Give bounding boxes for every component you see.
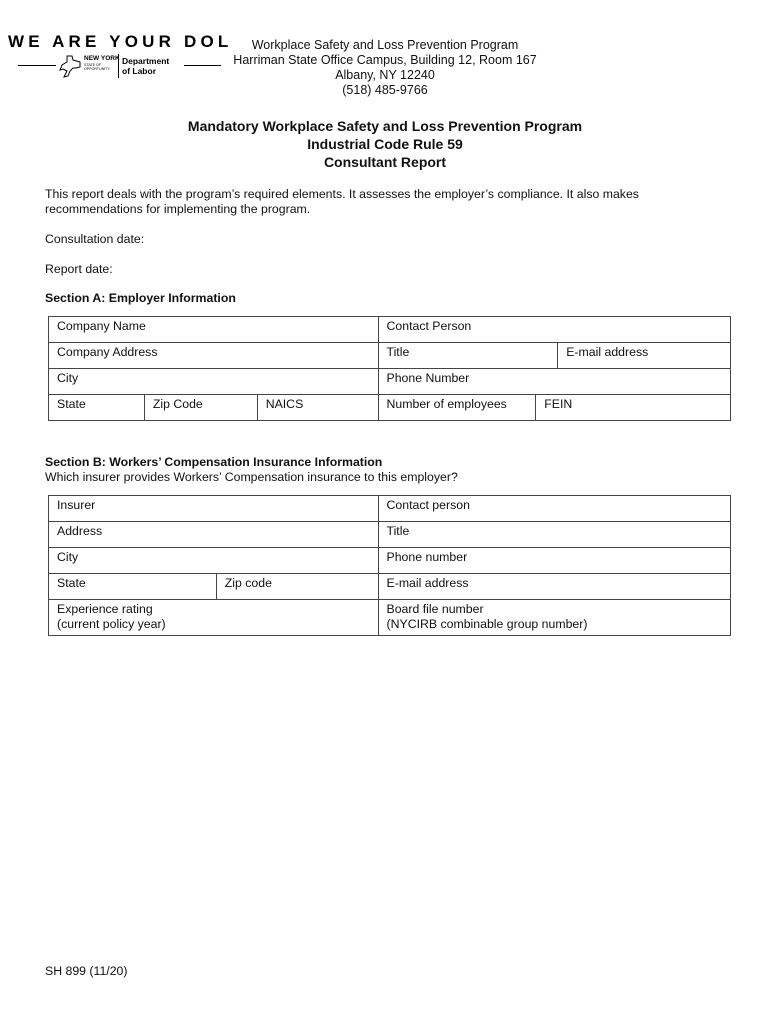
address-line: (518) 485-9766 [342,83,428,97]
dol-tagline: WE ARE YOUR DOL [8,32,233,51]
insurer-field[interactable]: Insurer [49,496,379,522]
insurer-contact-person-field[interactable]: Contact person [378,496,730,522]
naics-field[interactable]: NAICS [257,395,378,421]
contact-person-field[interactable]: Contact Person [378,317,730,343]
section-b-question: Which insurer provides Workers’ Compensation insurance to this employer? [45,470,458,484]
experience-rating-label: Experience rating [57,602,153,616]
address-line: Harriman State Office Campus, Building 12, Room 167 [233,53,537,67]
address-line: Workplace Safety and Loss Prevention Program [251,38,519,52]
logo-rule-right [184,65,221,66]
logo-rule-left [18,65,56,66]
insurance-info-table [48,495,731,636]
nys-dol-logo [18,54,223,82]
address-line: Albany, NY 12240 [335,68,435,82]
employer-state-field[interactable]: State [49,395,145,421]
employer-phone-field[interactable]: Phone Number [378,369,730,395]
employer-city-field[interactable]: City [49,369,379,395]
insurer-state-field[interactable]: State [49,574,217,600]
new-york-state-map-icon [58,54,82,78]
title-line1: Mandatory Workplace Safety and Loss Prevention Program [187,118,583,134]
experience-rating-sublabel: (current policy year) [57,617,166,631]
employer-info-table [48,316,731,421]
title-line3: Consultant Report [323,154,447,170]
section-b-header [45,455,685,485]
logo-department-line1: Department [122,56,170,66]
board-file-number-label: Board file number [386,602,484,616]
intro-paragraph: This report deals with the program’s required elements. It assesses the employer’s compliance. It also makes recommendations for implementing the program. [45,187,639,216]
insurer-address-field[interactable]: Address [49,522,379,548]
board-file-number-sublabel: (NYCIRB combinable group number) [386,617,588,631]
title-line2: Industrial Code Rule 59 [307,136,463,152]
logo-department-line2: of Labor [122,66,156,76]
board-file-number-field[interactable] [378,600,730,636]
insurer-zip-field[interactable]: Zip code [216,574,378,600]
number-of-employees-field[interactable]: Number of employees [378,395,536,421]
employer-title-field[interactable]: Title [378,343,558,369]
section-b-heading: Section B: Workers’ Compensation Insurance Information [45,455,383,469]
form-number-footer: SH 899 (11/20) [45,964,128,978]
employer-zip-field[interactable]: Zip Code [144,395,257,421]
document-title [0,117,770,171]
company-name-field[interactable]: Company Name [49,317,379,343]
company-address-field[interactable]: Company Address [49,343,379,369]
insurer-title-field[interactable]: Title [378,522,730,548]
insurer-email-field[interactable]: E-mail address [378,574,730,600]
report-date-label: Report date: [45,262,113,276]
section-a-heading: Section A: Employer Information [45,291,236,305]
logo-state-tagline: STATE OF OPPORTUNITY. [84,63,111,71]
logo-divider [118,54,119,78]
fein-field[interactable]: FEIN [536,395,731,421]
logo-department [122,56,169,76]
consultation-date-label: Consultation date: [45,232,145,246]
experience-rating-field[interactable] [49,600,379,636]
logo-state-word: NEW YORK [84,55,120,62]
insurer-city-field[interactable]: City [49,548,379,574]
program-address [220,38,550,98]
employer-email-field[interactable]: E-mail address [558,343,731,369]
insurer-phone-field[interactable]: Phone number [378,548,730,574]
